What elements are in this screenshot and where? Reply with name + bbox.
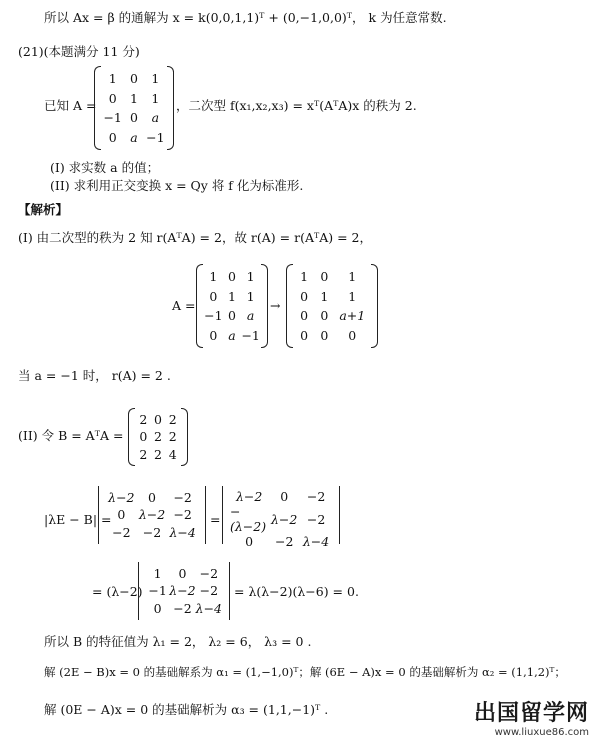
matrix-cell: 2 (154, 429, 162, 445)
matrix-cell: −2 (173, 600, 192, 616)
matrix-cell: 1 (246, 269, 255, 285)
matrix-cell: 0 (228, 269, 236, 285)
part-1-result: 当 a = −1 时， r(A) = 2 . (18, 368, 171, 383)
matrix-cell: 1 (130, 90, 138, 106)
matrix-cell: 1 (151, 90, 160, 106)
analysis-label: 【解析】 (18, 202, 69, 217)
matrix-cell: −2 (199, 566, 219, 582)
matrix-cell: λ−2 (108, 490, 135, 506)
matrix-cell: 1 (108, 71, 117, 87)
matrix-cell: 0 (209, 288, 218, 304)
equals-sign: = (210, 512, 221, 527)
given-suffix: ，二次型 f(x₁,x₂,x₃) = xᵀ(AᵀA)x 的秩为 2. (176, 98, 417, 113)
matrix-a-grid (102, 69, 166, 147)
matrix-a (94, 66, 174, 150)
matrix-cell: 0 (320, 327, 329, 343)
part-2-question: (II) 求利用正交变换 x = Qy 将 f 化为标准形. (50, 178, 304, 193)
matrix-cell: a (246, 308, 255, 324)
solution-line-a: 解 (2E − B)x = 0 的基础解系为 α₁ = (1,−1,0)ᵀ；解 (6E − A)x = 0 的基础解析为 α₂ = (1,1,2)ᵀ； (44, 665, 566, 679)
matrix-cell: 1 (209, 269, 218, 285)
matrix-cell: λ−2 (235, 489, 263, 504)
matrix-cell: 1 (300, 269, 309, 285)
matrix-cell: λ−4 (195, 600, 222, 616)
matrix-a-reduced-grid (294, 267, 370, 345)
determinant-3 (138, 562, 230, 620)
matrix-cell: a (130, 129, 138, 145)
determinant-lhs: |λE − B| = (44, 512, 112, 527)
problem-header: (21)(本题满分 11 分) (18, 44, 140, 59)
row-reduce-prefix: A = (172, 298, 196, 313)
determinant-3-grid (146, 565, 222, 617)
matrix-cell: 2 (154, 446, 162, 462)
matrix-cell: 0 (148, 490, 156, 506)
general-solution-line: 所以 Ax = β 的通解为 x = k(0,0,1,1)ᵀ + (0,−1,0,0)ᵀ， k 为任意常数. (44, 10, 447, 25)
matrix-cell: −2 (306, 511, 326, 527)
matrix-cell: −1 (146, 129, 165, 145)
matrix-cell: 0 (280, 489, 289, 504)
matrix-cell: λ−2 (169, 583, 196, 599)
solution-part-2-prefix: (II) 令 B = AᵀA = (18, 428, 124, 443)
matrix-cell: −2 (274, 534, 294, 549)
matrix-cell: 0 (178, 566, 187, 582)
matrix-cell: 0 (108, 90, 117, 106)
matrix-cell: 0 (130, 110, 138, 126)
matrix-cell: 1 (151, 71, 160, 87)
matrix-cell: 0 (300, 327, 309, 343)
solution-part-1: (I) 由二次型的秩为 2 知 r(AᵀA) = 2，故 r(A) = r(AᵀA) = 2， (18, 230, 372, 245)
given-prefix: 已知 A = (44, 98, 97, 113)
matrix-cell: 2 (168, 412, 177, 428)
determinant-2 (222, 486, 340, 549)
matrix-a-original-grid (204, 267, 260, 345)
matrix-b (128, 408, 188, 466)
determinant-1 (98, 486, 206, 544)
matrix-cell: 0 (245, 534, 254, 549)
matrix-cell: λ−4 (169, 524, 196, 540)
matrix-b-grid (136, 411, 180, 463)
matrix-cell: −1 (148, 583, 167, 599)
matrix-cell: −2 (199, 583, 219, 599)
matrix-cell: 0 (130, 71, 138, 87)
matrix-cell: 0 (108, 129, 117, 145)
matrix-cell: −2 (173, 490, 192, 506)
matrix-cell: 2 (139, 412, 148, 428)
matrix-cell: 0 (228, 308, 236, 324)
matrix-cell: 1 (348, 288, 357, 304)
matrix-cell: 0 (300, 288, 309, 304)
matrix-a-original (196, 264, 268, 348)
matrix-cell: −1 (204, 308, 223, 324)
matrix-cell: 1 (228, 288, 236, 304)
eigenvalues-line: 所以 B 的特征值为 λ₁ = 2， λ₂ = 6， λ₃ = 0 . (44, 634, 312, 649)
matrix-cell: 2 (168, 429, 177, 445)
matrix-cell: 1 (246, 288, 255, 304)
matrix-cell: −1 (103, 110, 122, 126)
matrix-cell: 0 (320, 308, 329, 324)
matrix-cell: 1 (348, 269, 357, 285)
matrix-cell: 0 (209, 327, 218, 343)
matrix-cell: 1 (153, 566, 162, 582)
determinant-3-prefix: = (λ−2) (92, 584, 143, 599)
matrix-cell: λ−4 (302, 534, 330, 549)
solution-line-b: 解 (0E − A)x = 0 的基础解析为 α₃ = (1,1,−1)ᵀ . (44, 702, 329, 717)
matrix-cell: a+1 (339, 308, 366, 324)
matrix-cell: −(λ−2) (230, 504, 267, 534)
matrix-cell: 0 (139, 429, 148, 445)
matrix-cell: −2 (173, 507, 192, 523)
watermark-name: 出国留学网 (473, 701, 589, 726)
matrix-cell: −2 (142, 524, 162, 540)
matrix-cell: 0 (154, 412, 162, 428)
matrix-cell: 1 (320, 288, 329, 304)
matrix-cell: a (151, 110, 160, 126)
matrix-cell: 0 (117, 507, 126, 523)
matrix-cell: λ−2 (271, 511, 298, 527)
determinant-3-suffix: = λ(λ−2)(λ−6) = 0. (234, 584, 359, 599)
matrix-cell: a (228, 327, 236, 343)
matrix-cell: 0 (300, 308, 309, 324)
matrix-a-reduced (286, 264, 378, 348)
matrix-cell: λ−2 (138, 507, 166, 523)
matrix-cell: −2 (306, 489, 326, 504)
part-1-question: (I) 求实数 a 的值； (50, 160, 160, 175)
determinant-1-grid (106, 489, 198, 541)
watermark-logo (474, 696, 589, 738)
matrix-cell: 2 (139, 446, 148, 462)
matrix-cell: 0 (320, 269, 329, 285)
arrow: → (270, 298, 281, 313)
determinant-2-grid (230, 489, 332, 549)
watermark-url: www.liuxue86.com (494, 727, 589, 738)
matrix-cell: 4 (168, 446, 177, 462)
matrix-cell: −2 (112, 524, 131, 540)
matrix-cell: 0 (153, 600, 162, 616)
matrix-cell: 0 (348, 327, 357, 343)
matrix-cell: −1 (241, 327, 260, 343)
